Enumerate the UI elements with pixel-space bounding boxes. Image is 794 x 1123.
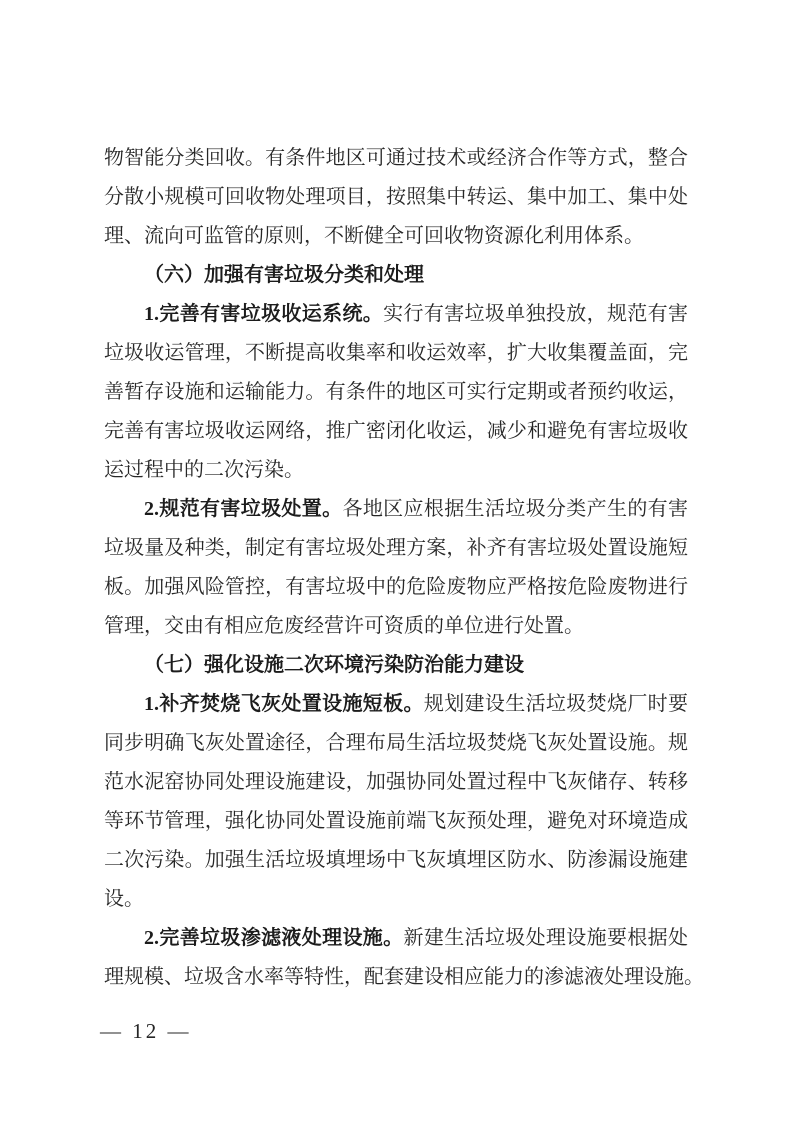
- text-line: [104, 880, 688, 919]
- text-line: [104, 763, 688, 802]
- text-line: [104, 802, 688, 841]
- text-line: [104, 451, 688, 490]
- text-line: [104, 685, 688, 724]
- lead-emphasis-text: 2.规范有害垃圾处置。: [144, 498, 343, 520]
- text-line: [104, 373, 688, 412]
- body-text: 理、流向可监管的原则，不断健全可回收物资源化利用体系。: [104, 225, 644, 247]
- lead-emphasis-text: 1.完善有害垃圾收运系统。: [144, 303, 384, 325]
- text-line: [104, 295, 688, 334]
- body-text: 新建生活垃圾处理设施要根据处: [403, 927, 688, 949]
- body-text: 完善有害垃圾收运网络，推广密闭化收运，减少和避免有害垃圾收: [104, 420, 688, 442]
- body-text: 等环节管理，强化协同处置设施前端飞灰预处理，避免对环境造成: [104, 810, 688, 832]
- body-text: 分散小规模可回收物处理项目，按照集中转运、集中加工、集中处: [104, 186, 688, 208]
- body-text: 理规模、垃圾含水率等特性，配套建设相应能力的渗滤液处理设施。: [104, 966, 704, 988]
- text-line: [104, 217, 688, 256]
- text-line: [104, 958, 704, 997]
- text-line: [104, 841, 688, 880]
- section-heading: [104, 646, 688, 685]
- lead-emphasis-text: （六）加强有害垃圾分类和处理: [144, 264, 424, 286]
- body-text: 规划建设生活垃圾焚烧厂时要: [423, 693, 688, 715]
- body-text: 设。: [104, 888, 144, 910]
- text-line: [104, 529, 688, 568]
- body-text: 各地区应根据生活垃圾分类产生的有害: [342, 498, 688, 520]
- lead-emphasis-text: 2.完善垃圾渗滤液处理设施。: [144, 927, 404, 949]
- body-text: 板。加强风险管控，有害垃圾中的危险废物应严格按危险废物进行: [104, 576, 688, 598]
- text-line: [104, 412, 688, 451]
- lead-emphasis-text: 1.补齐焚烧飞灰处置设施短板。: [144, 693, 424, 715]
- text-line: [104, 607, 688, 646]
- text-line: [104, 490, 688, 529]
- document-body: [104, 139, 704, 997]
- text-line: [104, 334, 688, 373]
- text-line: [104, 568, 688, 607]
- section-heading: [104, 256, 688, 295]
- body-text: 善暂存设施和运输能力。有条件的地区可实行定期或者预约收运，: [104, 381, 688, 403]
- body-text: 垃圾收运管理，不断提高收集率和收运效率，扩大收集覆盖面，完: [104, 342, 688, 364]
- body-text: 管理，交由有相应危废经营许可资质的单位进行处置。: [104, 615, 584, 637]
- lead-emphasis-text: （七）强化设施二次环境污染防治能力建设: [144, 654, 524, 676]
- text-line: [104, 919, 688, 958]
- text-line: [104, 139, 688, 178]
- body-text: 垃圾量及种类，制定有害垃圾处理方案，补齐有害垃圾处置设施短: [104, 537, 688, 559]
- body-text: 同步明确飞灰处置途径，合理布局生活垃圾焚烧飞灰处置设施。规: [104, 732, 688, 754]
- body-text: 物智能分类回收。有条件地区可通过技术或经济合作等方式，整合: [104, 147, 688, 169]
- body-text: 运过程中的二次污染。: [104, 459, 304, 481]
- text-line: [104, 178, 688, 217]
- body-text: 范水泥窑协同处理设施建设，加强协同处置过程中飞灰储存、转移: [104, 771, 688, 793]
- body-text: 实行有害垃圾单独投放，规范有害: [383, 303, 688, 325]
- text-line: [104, 724, 688, 763]
- page-number: — 12 —: [100, 1019, 192, 1043]
- body-text: 二次污染。加强生活垃圾填埋场中飞灰填埋区防水、防渗漏设施建: [104, 849, 688, 871]
